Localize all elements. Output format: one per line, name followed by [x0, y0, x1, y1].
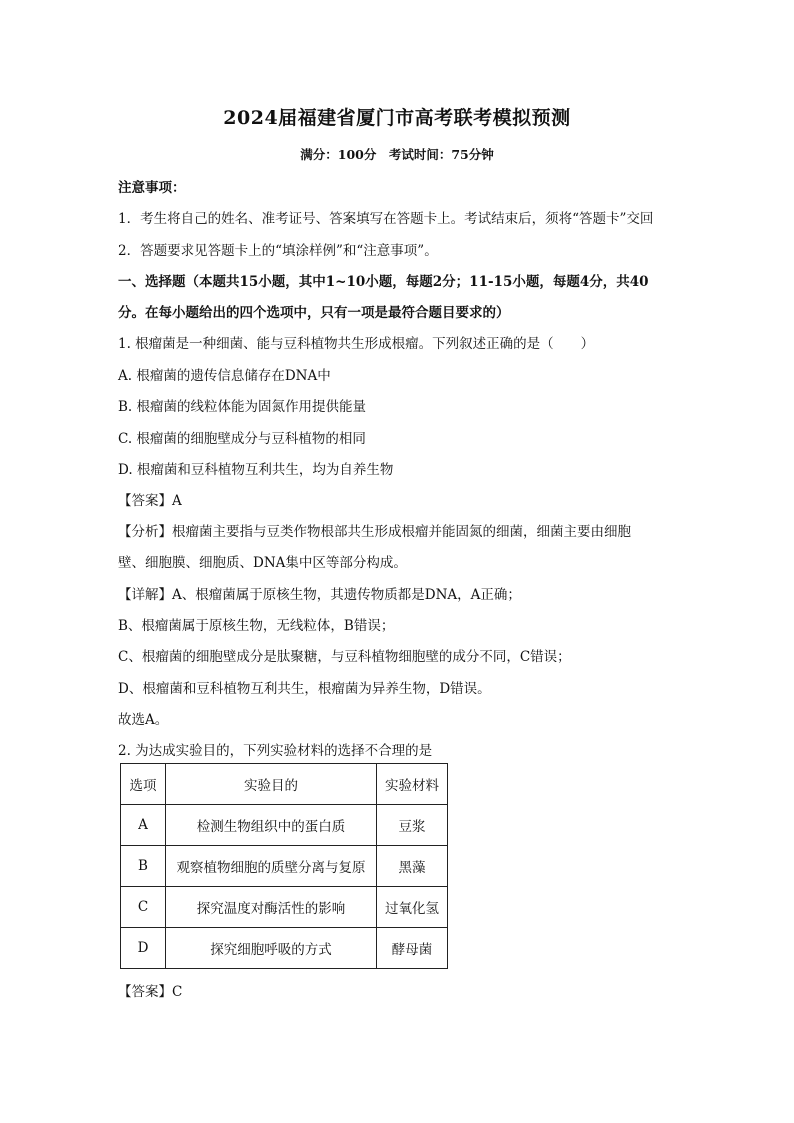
notice-heading: 注意事项： — [118, 180, 186, 196]
detail-line: D、根瘤菌和豆科植物互利共生，根瘤菌为异养生物，D错误。 — [118, 681, 491, 697]
answer: 【答案】A — [118, 493, 182, 509]
exam-info: 满分：100分 考试时间：75分钟 — [300, 147, 494, 162]
table-cell: C — [121, 887, 166, 928]
table-row — [121, 846, 448, 887]
table-cell: 探究细胞呼吸的方式 — [166, 928, 377, 969]
table-header: 选项 — [121, 764, 166, 805]
question-stem: 1. 根瘤菌是一种细菌、能与豆科植物共生形成根瘤。下列叙述正确的是（ ） — [118, 336, 595, 352]
detail-line: B、根瘤菌属于原核生物，无线粒体，B错误； — [118, 618, 395, 634]
table-row — [121, 928, 448, 969]
table-header: 实验目的 — [166, 764, 377, 805]
table-cell: A — [121, 805, 166, 846]
table-header-row — [121, 764, 448, 805]
table-cell: 观察植物细胞的质壁分离与复原 — [166, 846, 377, 887]
table-cell: D — [121, 928, 166, 969]
analysis: 【分析】根瘤菌主要指与豆类作物根部共生形成根瘤并能固氮的细菌，细菌主要由细胞 — [118, 524, 631, 540]
table-cell: 酵母菌 — [377, 928, 448, 969]
option-c: C. 根瘤菌的细胞壁成分与豆科植物的相同 — [118, 431, 366, 447]
detail-line: 【详解】A、根瘤菌属于原核生物，其遗传物质都是DNA，A正确； — [118, 587, 521, 603]
table-cell: 检测生物组织中的蛋白质 — [166, 805, 377, 846]
conclusion: 故选A。 — [118, 712, 169, 728]
option-b: B. 根瘤菌的线粒体能为固氮作用提供能量 — [118, 399, 367, 415]
section-heading: 一、选择题（本题共15小题，其中1~10小题，每题2分；11-15小题，每题4分，共40 — [118, 274, 649, 290]
table-cell: 黑藻 — [377, 846, 448, 887]
experiment-table — [120, 763, 448, 969]
table-cell: 过氧化氢 — [377, 887, 448, 928]
option-a: A. 根瘤菌的遗传信息储存在DNA中 — [118, 368, 331, 384]
table-cell: 豆浆 — [377, 805, 448, 846]
table-cell: 探究温度对酶活性的影响 — [166, 887, 377, 928]
option-d: D. 根瘤菌和豆科植物互利共生，均为自养生物 — [118, 462, 394, 478]
notice-item: 2．答题要求见答题卡上的“填涂样例”和“注意事项”。 — [118, 243, 438, 259]
table-row — [121, 887, 448, 928]
question-stem: 2. 为达成实验目的，下列实验材料的选择不合理的是 — [118, 743, 433, 759]
table-row — [121, 805, 448, 846]
page-title: 2024届福建省厦门市高考联考模拟预测 — [223, 107, 571, 129]
table-cell: B — [121, 846, 166, 887]
notice-item: 1．考生将自己的姓名、准考证号、答案填写在答题卡上。考试结束后，须将“答题卡”交回 — [118, 211, 654, 227]
detail-line: C、根瘤菌的细胞壁成分是肽聚糖，与豆科植物细胞壁的成分不同，C错误； — [118, 649, 571, 665]
table-header: 实验材料 — [377, 764, 448, 805]
answer: 【答案】C — [118, 984, 183, 1000]
analysis-cont: 壁、细胞膜、细胞质、DNA集中区等部分构成。 — [118, 555, 407, 571]
section-heading-cont: 分。在每小题给出的四个选项中，只有一项是最符合题目要求的） — [118, 305, 510, 321]
